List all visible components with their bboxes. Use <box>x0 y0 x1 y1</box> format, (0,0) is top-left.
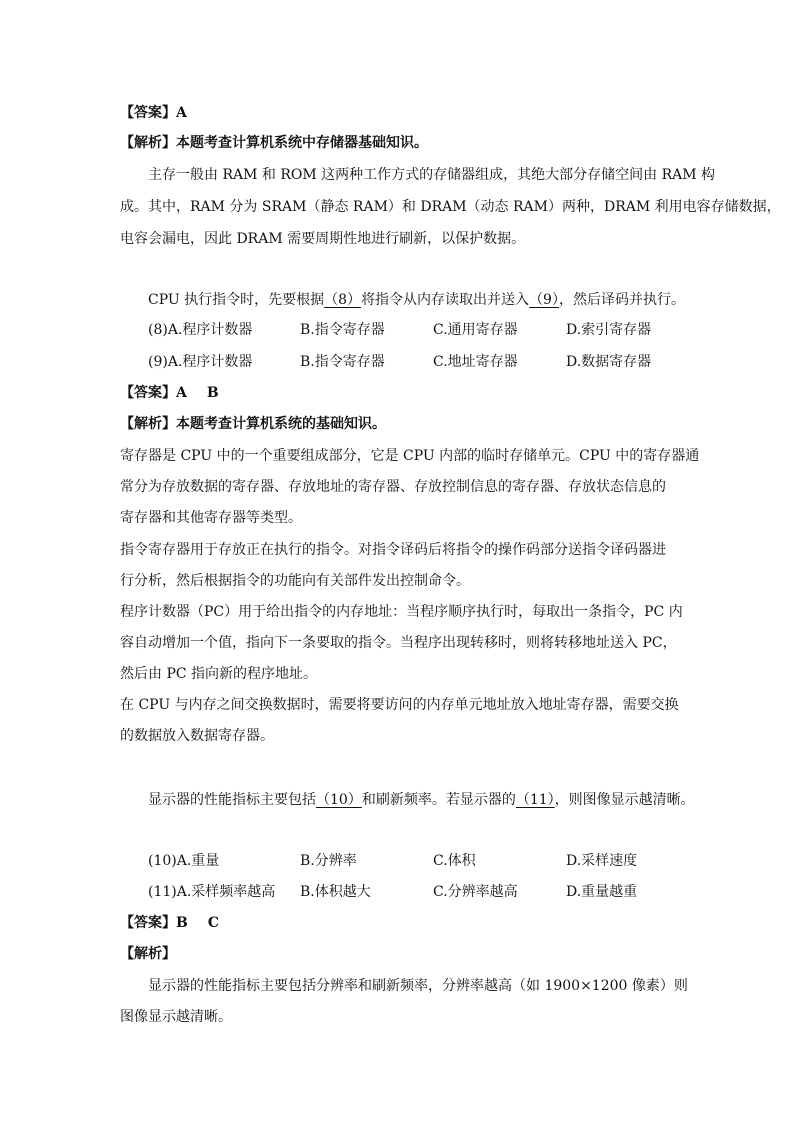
stem-text: 显示器的性能指标主要包括 <box>148 792 316 808</box>
answer-value: A <box>176 105 187 121</box>
question-stem <box>148 790 695 810</box>
stem-text: CPU 执行指令时，先要根据 <box>148 292 325 308</box>
option-d: D.采样速度 <box>566 853 638 869</box>
option-a: (8)A.程序计数器 <box>148 322 253 338</box>
option-d: D.索引寄存器 <box>566 322 652 338</box>
answer-line-3 <box>120 913 219 933</box>
option-b: B.指令寄存器 <box>300 322 385 338</box>
analysis-label: 【解析】 <box>120 135 176 151</box>
analysis-title: 本题考查计算机系统的基础知识。 <box>176 416 386 432</box>
blank-8: （8） <box>324 292 362 308</box>
option-d: D.数据寄存器 <box>566 354 652 370</box>
paragraph-line: 主存一般由 RAM 和 ROM 这两种工作方式的存储器组成，其绝大部分存储空间由 RAM 构 <box>148 167 716 183</box>
option-row <box>148 882 708 902</box>
analysis-text-line: 然后由 PC 指向新的程序地址。 <box>120 666 318 682</box>
option-row <box>148 320 708 340</box>
analysis-label: 【解析】 <box>120 416 176 432</box>
option-b: B.分辨率 <box>300 853 357 869</box>
answer-value: A <box>176 385 187 401</box>
analysis-text-line: 行分析，然后根据指令的功能向有关部件发出控制命令。 <box>120 573 470 589</box>
option-c: C.通用寄存器 <box>433 322 518 338</box>
analysis-text-line: 指令寄存器用于存放正在执行的指令。对指令译码后将指令的操作码部分送指令译码器进 <box>120 542 666 558</box>
paragraph-line: 成。其中，RAM 分为 SRAM（静态 RAM）和 DRAM（动态 RAM）两种，DRAM 利用电容存储数据， <box>120 199 781 215</box>
answer-value: B <box>176 915 188 931</box>
stem-text: 将指令从内存读取出并送入 <box>361 292 530 308</box>
option-c: C.地址寄存器 <box>433 354 518 370</box>
analysis-text-line: 寄存器是 CPU 中的一个重要组成部分，它是 CPU 内部的临时存储单元。CPU 中的寄存器通 <box>120 448 700 464</box>
question-stem <box>148 290 685 310</box>
analysis-label: 【解析】 <box>120 946 176 962</box>
analysis-text-line: 显示器的性能指标主要包括分辨率和刷新频率，分辨率越高（如 1900×1200 像素）则 <box>148 978 688 994</box>
answer-label: 【答案】 <box>120 915 176 931</box>
option-a: (10)A.重量 <box>148 853 220 869</box>
analysis-line-3 <box>120 944 176 964</box>
option-b: B.体积越大 <box>300 884 371 900</box>
analysis-title: 本题考查计算机系统中存储器基础知识。 <box>176 135 428 151</box>
blank-10: （10） <box>316 792 362 808</box>
analysis-text-line: 寄存器和其他寄存器等类型。 <box>120 510 302 526</box>
analysis-text-line: 容自动增加一个值，指向下一条要取的指令。当程序出现转移时，则将转移地址送入 PC， <box>120 635 677 651</box>
answer-label: 【答案】 <box>120 105 176 121</box>
answer-value: C <box>207 915 219 931</box>
analysis-text-line: 的数据放入数据寄存器。 <box>120 728 274 744</box>
analysis-text-line: 图像显示越清晰。 <box>120 1009 232 1025</box>
analysis-text-line: 在 CPU 与内存之间交换数据时，需要将要访问的内存单元地址放入地址寄存器，需要交换 <box>120 697 679 713</box>
blank-11: （11） <box>515 792 555 808</box>
paragraph-line: 电容会漏电，因此 DRAM 需要周期性地进行刷新，以保护数据。 <box>120 231 526 247</box>
answer-value: B <box>206 385 219 401</box>
analysis-line-2 <box>120 414 386 434</box>
option-c: C.体积 <box>433 853 476 869</box>
option-b: B.指令寄存器 <box>300 354 385 370</box>
answer-label: 【答案】 <box>120 385 176 401</box>
answer-line-1 <box>120 103 187 123</box>
option-row <box>148 851 708 871</box>
option-d: D.重量越重 <box>566 884 638 900</box>
option-c: C.分辨率越高 <box>433 884 518 900</box>
answer-line-2 <box>120 383 219 403</box>
stem-text: 和刷新频率。若显示器的 <box>361 792 516 808</box>
analysis-line-1 <box>120 133 428 153</box>
analysis-text-line: 常分为存放数据的寄存器、存放地址的寄存器、存放控制信息的寄存器、存放状态信息的 <box>120 479 666 495</box>
stem-text: ，然后译码并执行。 <box>558 292 685 308</box>
option-a: (11)A.采样频率越高 <box>148 884 276 900</box>
stem-text: ，则图像显示越清晰。 <box>554 792 695 808</box>
analysis-text-line: 程序计数器（PC）用于给出指令的内存地址：当程序顺序执行时，每取出一条指令，PC 内 <box>120 604 683 620</box>
option-a: (9)A.程序计数器 <box>148 354 253 370</box>
option-row <box>148 352 708 372</box>
blank-9: （9） <box>529 292 559 308</box>
